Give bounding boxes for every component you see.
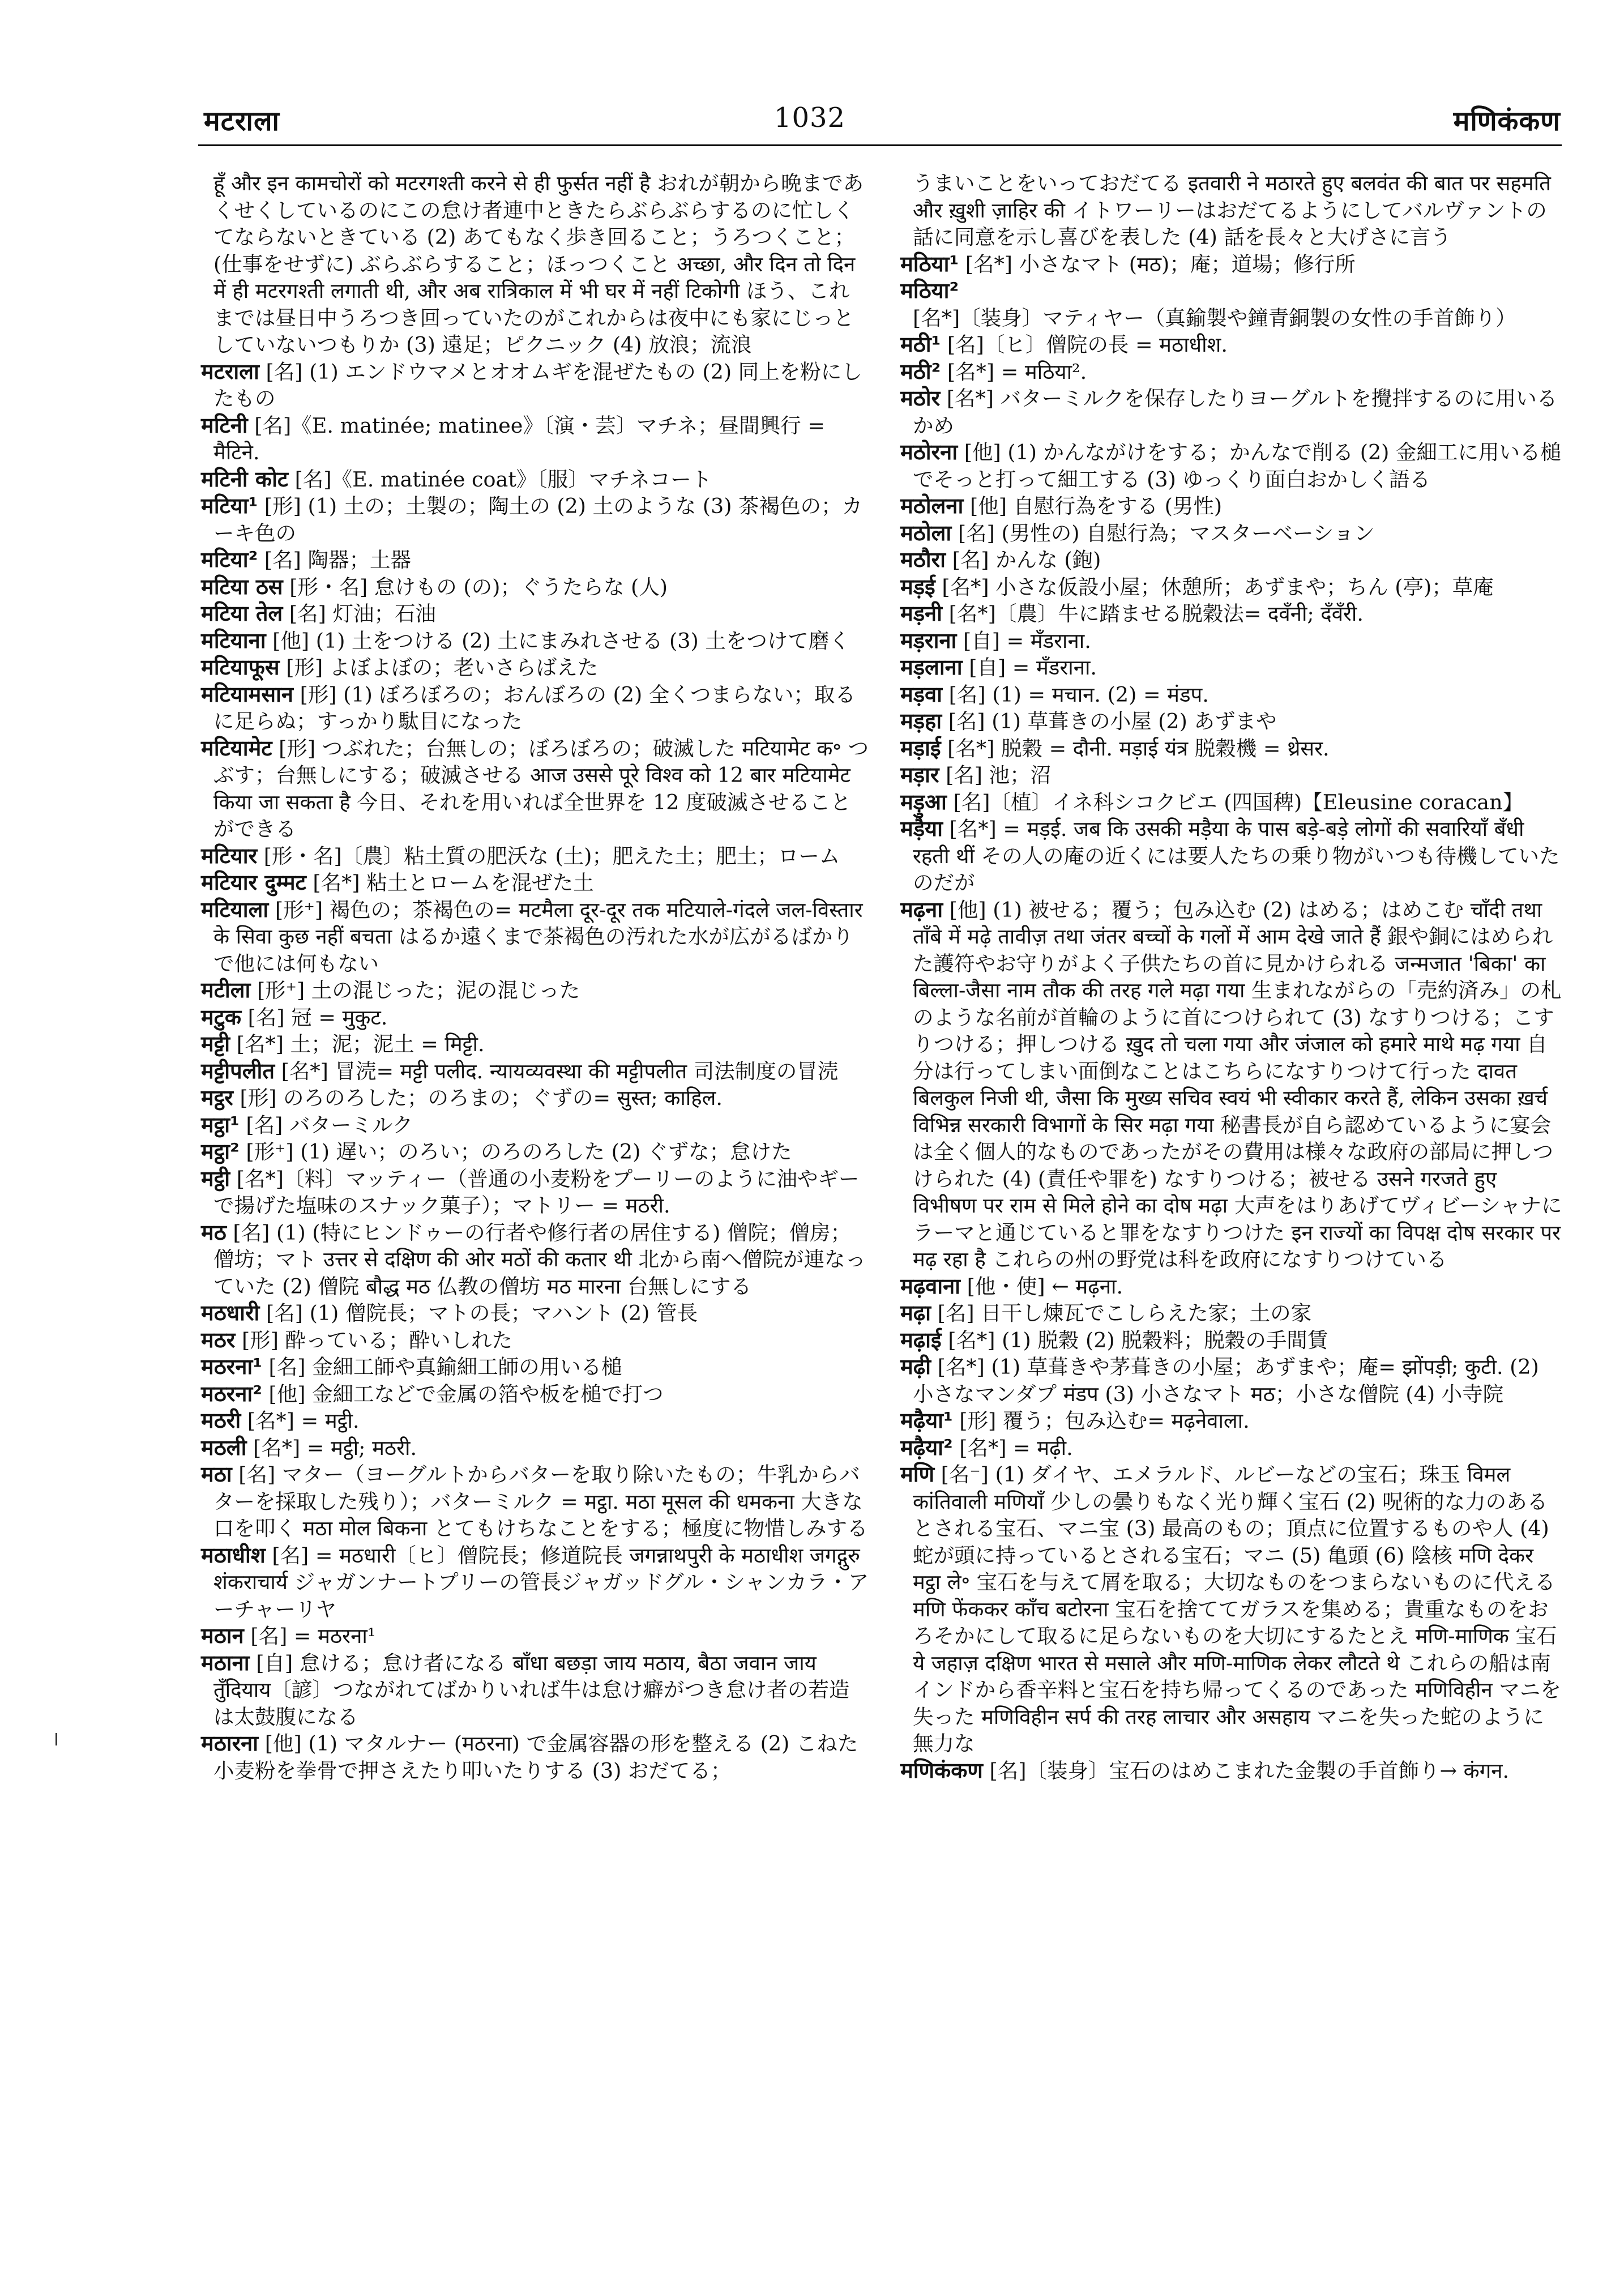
entry-definition: [自] = मँडराना. (969, 655, 1097, 680)
entry-definition: [形・名] 怠けもの (の)；ぐうたらな (人) (289, 574, 668, 599)
entry-headword: मड़ई (900, 574, 935, 599)
entry-definition: [形] つぶれた；台無しの；ぼろぼろの；破滅した मटियामेट क॰ つぶす；台無しにする；破滅させる आज उससे पूरे विश्व को 12 बार मटियामेट किया जा सकता है 今日、それを用いれば全世界を 12 度破滅させることができる (213, 736, 869, 841)
entry-definition: [名] 陶器；土器 (264, 548, 411, 572)
entry-headword: मड़ार (900, 762, 939, 787)
entry-headword: मटिनी (201, 412, 248, 438)
entry-definition: [形⁺] 土の混じった；泥の混じった (257, 978, 580, 1002)
entry-definition: [名]〔植〕イネ科シコクビエ (四国稗)【Eleusine coracan】 (953, 789, 1524, 814)
entry-definition: [他] (1) マタルナー (मठरना) で金属容器の形を整える (2) こねた小麦粉を拳骨で押さえたり叩いたりする (3) おだてる； (213, 1731, 858, 1783)
entry-definition: [名] = मठधारी〔ヒ〕僧院長；修道院長 जगन्नाथपुरी के मठाधीश जगद्गुरु शंकराचार्य ジャガンナートプリーの管長ジャガッドグル・シャンカラ・アーチャーリヤ (213, 1543, 869, 1621)
entry-headword: मड़ैया (900, 816, 943, 841)
dictionary-entry (900, 762, 1564, 789)
entry-headword: मट्ठा¹ (201, 1112, 240, 1137)
dictionary-entry (900, 1435, 1564, 1462)
entry-headword: मटिनी कोट (201, 466, 289, 492)
right-column (900, 170, 1564, 1784)
dictionary-entry (900, 385, 1564, 439)
entry-definition: [名] = मठरना¹ (250, 1624, 376, 1648)
header-rule (198, 144, 1562, 146)
dictionary-entry (201, 1085, 869, 1112)
entry-headword: मठर (201, 1327, 236, 1352)
entry-headword: मठरी (201, 1408, 241, 1433)
entry-headword: मठोलना (900, 493, 964, 518)
dictionary-entry (900, 358, 1564, 386)
margin-mark (55, 1733, 57, 1745)
entry-definition: [名*] = मट्ठी. (247, 1409, 360, 1433)
running-head-left: मटराला (204, 105, 280, 137)
entry-definition: [形] よぼよぼの；老いさらばえた (286, 655, 599, 680)
entry-definition: [名] (1) 草葺きの小屋 (2) あずまや (948, 709, 1277, 733)
entry-definition: [他] (1) かんながけをする；かんなで削る (2) 金細工に用いる槌でそっと打って細工する (3) ゆっくり面白おかしく語る (913, 440, 1562, 492)
entry-definition: [他・使] ← मढ़ना. (967, 1274, 1123, 1299)
dictionary-entry (201, 628, 869, 655)
entry-headword: मटिया ठस (201, 574, 283, 599)
dictionary-entry (900, 520, 1564, 547)
dictionary-entry (201, 170, 869, 358)
dictionary-entry (201, 600, 869, 628)
entry-headword: मठ (201, 1219, 226, 1245)
dictionary-entry (201, 1623, 869, 1650)
dictionary-entry (201, 1354, 869, 1381)
dictionary-entry (201, 1461, 869, 1542)
entry-definition: [形・名]〔農〕粘土質の肥沃な (土)；肥えた土；肥土；ローム (263, 843, 840, 868)
entry-definition: [名] 池；沼 (946, 763, 1052, 787)
entry-definition: [自] 怠ける；怠け者になる बाँधा बछड़ा जाय मठाय, बैठा जवान जाय तुँदियाय〔諺〕つながれてばかりいれば牛は怠け癖がつき怠け者の若造は太鼓腹になる (213, 1650, 850, 1729)
entry-definition: [名]〔装身〕宝石のはめこまれた金製の手首飾り→ कंगन. (989, 1758, 1510, 1783)
dictionary-entry (201, 547, 869, 574)
entry-headword: मड़नी (900, 601, 942, 626)
entry-headword: मट्ठी (201, 1166, 230, 1191)
entry-definition: [形] のろのろした；のろまの；ぐずの= सुस्त; काहिल. (240, 1086, 723, 1110)
entry-definition: [他] (1) 土をつける (2) 土にまみれさせる (3) 土をつけて磨く (272, 628, 850, 653)
entry-definition: [名*] バターミルクを保存したりヨーグルトを攪拌するのに用いるかめ (913, 386, 1558, 438)
entry-definition: [形⁺] (1) 遅い；のろい；のろのろした (2) ぐずな；怠けた (246, 1139, 792, 1164)
entry-headword: मठौरा (900, 547, 946, 572)
entry-headword: मड़वा (900, 681, 943, 707)
dictionary-entry (201, 1166, 869, 1219)
dictionary-entry (900, 681, 1564, 708)
entry-headword: मढ़ाई (900, 1327, 942, 1352)
entry-headword: मटराला (201, 358, 259, 384)
dictionary-entry (201, 1031, 869, 1058)
entry-headword: मठिया¹ (900, 251, 959, 276)
dictionary-entry (201, 735, 869, 843)
dictionary-entry (900, 278, 1564, 331)
entry-headword: मटियामेट (201, 735, 272, 761)
entry-definition: हूँ और इन कामचोरों को मटरगश्ती करने से ही फुर्सत नहीं है おれが朝から晩まであくせくしているのにこの怠け者連中ときたらぶらぶらするのに忙しくてならないときている (2) あてもなく歩き回ること；うろつくこと；(仕事をせずに) ぶらぶらすること；ほっつくこと अच्छा, और दिन तो दिन में ही मटरगश्ती लगाती थी, और अब रात्रिकाल में भी घर में नहीं टिकोगी ほう、これまでは昼日中うろつき回っていたのがこれからは夜中にも家にじっとしていないつもりか (3) 遠足；ピクニック (4) 放浪；流浪 (213, 171, 864, 357)
entry-definition: [形] 覆う；包み込む= मढ़नेवाला. (959, 1409, 1250, 1433)
entry-definition: [名*] = मढ़ी. (959, 1435, 1073, 1460)
entry-headword: मठान (201, 1623, 244, 1648)
dictionary-entry (201, 1112, 869, 1139)
entry-headword: मठधारी (201, 1300, 260, 1325)
entry-headword: मठा (201, 1462, 232, 1487)
entry-headword: मटियाफूस (201, 655, 280, 680)
entry-headword: मड़ाई (900, 735, 941, 761)
entry-headword: मटियाला (201, 897, 269, 922)
entry-headword: मड़राना (900, 628, 957, 653)
entry-headword: मठी¹ (900, 332, 941, 357)
dictionary-entry (900, 708, 1564, 735)
dictionary-entry (900, 1327, 1564, 1354)
entry-headword: मढ़वाना (900, 1273, 961, 1299)
entry-definition: [名*] = मड़ई. जब कि उसकी मड़ैया के पास बड़े-बड़े लोगों की सवारियाँ बँधी रहती थीं その人の庵の近くには要人たちの乗り物がいつも待機していたのだが (913, 817, 1560, 895)
left-column (201, 170, 869, 1784)
entry-headword: मठली (201, 1435, 247, 1460)
entry-headword: मटिया¹ (201, 493, 258, 518)
dictionary-entry (900, 547, 1564, 574)
dictionary-entry (201, 843, 869, 870)
entry-headword: मढ़ैया¹ (900, 1408, 953, 1433)
dictionary-entry (201, 493, 869, 547)
dictionary-entry (201, 654, 869, 681)
entry-headword: मटियामसान (201, 681, 293, 707)
entry-definition: [名]《E. matinée; matinee》〔演・芸〕マチネ；昼間興行 = मैटिने. (213, 413, 825, 464)
entry-definition: [名*] 粘土とロームを混ぜた土 (313, 870, 594, 895)
entry-headword: मठरना² (201, 1381, 262, 1406)
entry-definition: [名*] 小さなマト (मठ)；庵；道場；修行所 (965, 251, 1356, 276)
dictionary-entry (201, 681, 869, 735)
entry-headword: मठी² (900, 358, 941, 384)
entry-definition: [名] 冠 = मुकुट. (247, 1005, 388, 1030)
entry-definition: [自] = मँडराना. (963, 628, 1091, 653)
entry-headword: मठाना (201, 1650, 250, 1675)
entry-definition: [名] バターミルク (246, 1112, 413, 1137)
dictionary-entry (201, 1381, 869, 1408)
entry-definition: [名] 日干し煉瓦でこしらえた家；土の家 (937, 1301, 1312, 1325)
dictionary-entry (900, 493, 1564, 520)
entry-headword: मटुक (201, 1004, 242, 1030)
dictionary-entry (201, 1650, 869, 1731)
entry-definition: [形] (1) ぼろぼろの；おんぼろの (2) 全くつまらない；取るに足らぬ；すっかり駄目になった (213, 682, 856, 733)
entry-headword: मटियाना (201, 628, 266, 653)
dictionary-entry (900, 735, 1564, 762)
dictionary-entry (201, 412, 869, 466)
entry-definition: うまいことをいっておだてる इतवारी ने मठारते हुए बलवंत की बात पर सहमति और ख़ुशी ज़ाहिर की イトワーリーはおだてるようにしてバルヴァントの話に同意を示し喜びを表した (4) 話を長々と大げさに言う (913, 171, 1551, 249)
entry-definition: [名*] 小さな仮設小屋；休憩所；あずまや；ちん (亭)；草庵 (942, 574, 1494, 599)
entry-definition: [名*]〔料〕マッティー（普通の小麦粉をプーリーのように油やギーで揚げた塩味のスナック菓子）；マトリー = मठरी. (213, 1166, 860, 1218)
dictionary-entry (201, 1542, 869, 1623)
entry-headword: मठिया² (900, 278, 959, 303)
entry-definition: [名] (1) エンドウマメとオオムギを混ぜたもの (2) 同上を粉にしたもの (213, 359, 862, 411)
dictionary-entry (900, 439, 1564, 493)
entry-definition: [名] マター（ヨーグルトからバターを取り除いたもの；牛乳からバターを採取した残り）；バターミルク = मट्ठा. मठा मूसल की धमकना 大きな口を叩く मठा मोल बिकना とてもけちなことをする；極度に物惜しみする (213, 1462, 868, 1540)
dictionary-entry (201, 574, 869, 601)
dictionary-entry (900, 1300, 1564, 1327)
entry-headword: मट्ठा² (201, 1139, 240, 1164)
entry-definition: [名*] = मठिया². (947, 359, 1087, 384)
entry-definition: [名] 灯油；石油 (289, 601, 436, 626)
dictionary-entry (900, 1273, 1564, 1300)
entry-headword: मढ़ैया² (900, 1435, 953, 1460)
entry-definition: [他] (1) 被せる；覆う；包み込む (2) はめる；はめこむ चाँदी तथा ताँबे में मढ़े तावीज़ तथा जंतर बच्चों के गलों में आम देखे जाते हैं 銀や銅にはめられた護符やお守りがよく子供たちの首に見かけられる जन्मजात 'बिका' का बिल्ला-जैसा नाम तौक की तरह गले मढ़ा गया 生まれながらの「売約済み」の札のような名前が首輪のように首につけられて (3) なすりつける；こすりつける；押しつける ख़ुद तो चला गया और जंजाल को हमारे माथे मढ़ गया 自分は行ってしまい面倒なことはこちらになすりつけて行った दावत बिलकुल निजी थी, जैसा कि मुख्य सचिव स्वयं भी स्वीकार करते हैं, लेकिन उसका ख़र्च विभिन्न सरकारी विभागों के सिर मढ़ा गया 秘書長が自ら認めているように宴会は全く個人的なものであったがその費用は様々な政府の部局に押しつけられた (4) (責任や罪を) なすりつける；被せる उसने गरजते हुए विभीषण पर राम से मिले होने का दोष मढ़ा 大声をはりあげてヴィビーシャナにラーマと通じていると罪をなすりつけた इन राज्यों का विपक्ष दोष सरकार पर मढ़ रहा है これらの州の野党は科を政府になすりつけている (913, 897, 1562, 1271)
dictionary-entry (900, 600, 1564, 628)
dictionary-entry (900, 1354, 1564, 1407)
entry-definition: [名] (男性の) 自慰行為；マスターベーション (958, 520, 1375, 545)
dictionary-entry (201, 1407, 869, 1435)
dictionary-entry (201, 1219, 869, 1300)
dictionary-entry (900, 816, 1564, 897)
entry-definition: [名]〔ヒ〕僧院の長 = मठाधीश. (947, 332, 1228, 357)
dictionary-entry (900, 251, 1564, 278)
dictionary-entry (201, 1058, 869, 1085)
entry-headword: मठरना¹ (201, 1354, 262, 1379)
dictionary-entry (900, 574, 1564, 601)
running-head-right: मणिकंकण (1453, 105, 1561, 137)
entry-definition: [形] 酔っている；酔いしれた (241, 1328, 513, 1352)
dictionary-entry (900, 789, 1564, 816)
dictionary-entry (201, 869, 869, 897)
dictionary-entry (201, 466, 869, 493)
entry-headword: मड़लाना (900, 655, 963, 680)
entry-headword: मठोरना (900, 439, 958, 464)
entry-headword: मठाधीश (201, 1542, 266, 1568)
dictionary-entry (201, 977, 869, 1004)
entry-headword: मठारना (201, 1731, 259, 1756)
dictionary-entry (201, 1300, 869, 1327)
entry-definition: [名] (1) (特にヒンドゥーの行者や修行者の居住する) 僧院；僧房；僧坊；マト उत्तर से दक्षिण की ओर मठों की कतार थी 北から南へ僧院が連なっていた (2) 僧院 बौद्ध मठ 仏教の僧坊 मठ मारना 台無しにする (213, 1220, 866, 1299)
dictionary-entry (900, 1461, 1564, 1757)
entry-definition: [名] かんな (鉋) (952, 548, 1101, 572)
dictionary-entry (201, 358, 869, 412)
dictionary-entry (201, 897, 869, 978)
entry-definition: [名]《E. matinée coat》〔服〕マチネコート (294, 467, 712, 492)
entry-definition: [名] (1) = मचान. (2) = मंडप. (948, 682, 1209, 707)
dictionary-entry (201, 1730, 869, 1784)
dictionary-entry (900, 897, 1564, 1273)
entry-headword: मढ़ना (900, 897, 943, 922)
entry-definition: [他] 金細工などで金属の箔や板を槌で打つ (268, 1381, 664, 1406)
entry-definition: [名*] 冒涜= मट्टी पलीद. न्यायव्यवस्था की मट्टीपलीत 司法制度の冒涜 (281, 1058, 839, 1083)
entry-headword: मटियार (201, 843, 258, 868)
entry-definition: [名*]〔装身〕マティヤー（真鍮製や鐘青銅製の女性の手首飾り） (913, 305, 1516, 330)
entry-headword: मणि (900, 1462, 935, 1487)
entry-definition: [形] (1) 土の；土製の；陶土の (2) 土のような (3) 茶褐色の；カーキ色の (213, 494, 863, 545)
dictionary-entry (201, 1004, 869, 1031)
entry-definition: [形⁺] 褐色の；茶褐色の= मटमैला दूर-दूर तक मटियाले-गंदले जल-विस्तार के सिवा कुछ नहीं बचता はるか遠くまで茶褐色の汚れた水が広がるばかりで他には何もない (213, 897, 863, 976)
entry-headword: मटीला (201, 978, 251, 1002)
dictionary-entry (201, 1138, 869, 1166)
entry-headword: मड़हा (900, 708, 942, 733)
entry-definition: [名*] 土；泥；泥土 = मिट्टी. (236, 1032, 485, 1056)
entry-definition: [名] 金細工師や真鍮細工師の用いる槌 (268, 1355, 622, 1379)
page-number: 1032 (773, 102, 846, 134)
entry-headword: मढ़ा (900, 1300, 931, 1325)
entry-headword: मणिकंकण (900, 1757, 983, 1783)
entry-definition: [名*]〔農〕牛に踏ませる脱穀法= दवँनी; दँवँरी. (948, 601, 1364, 626)
entry-definition: [名*] (1) 草葺きや茅葺きの小屋；あずまや；庵= झोंपड़ी; कुटी. (2) 小さなマンダプ मंडप (3) 小さなマト मठ；小さな僧院 (4) 小寺院 (913, 1355, 1539, 1406)
entry-headword: मटियार दुम्मट (201, 870, 306, 895)
dictionary-entry (900, 628, 1564, 655)
dictionary-entry (201, 1435, 869, 1462)
entry-definition: [名*] 脱穀 = दौनी. मड़ाई यंत्र 脱穀機 = थ्रेसर. (947, 736, 1330, 761)
entry-definition: [名*] = मट्ठी; मठरी. (253, 1435, 417, 1460)
entry-headword: मठोला (900, 520, 952, 545)
entry-definition: [名*] (1) 脱穀 (2) 脱穀料；脱穀の手間賃 (948, 1328, 1328, 1352)
entry-headword: मट्टीपलीत (201, 1058, 275, 1083)
entry-headword: मट्टी (201, 1031, 230, 1056)
dictionary-entry (900, 1757, 1564, 1785)
dictionary-entry (900, 1407, 1564, 1435)
entry-definition: [他] 自慰行為をする (男性) (969, 494, 1223, 518)
entry-headword: मड़ुआ (900, 789, 947, 814)
entry-headword: मठोर (900, 386, 941, 411)
entry-definition: [名⁻] (1) ダイヤ、エメラルド、ルビーなどの宝石；珠玉 विमल कांतिवाली मणियाँ 少しの曇りもなく光り輝く宝石 (2) 呪術的な力のあるとされる宝石、マニ宝 (3) 最高のもの；頂点に位置するものや人 (4) 蛇が頭に持っているとされる宝石；マニ (5) 亀頭 (6) 陰核 मणि देकर मट्ठा ले॰ 宝石を与えて屑を取る；大切なものをつまらないものに代える मणि फेंककर काँच बटोरना 宝石を捨ててガラスを集める；貴重なものをおろそかにして取るに足らないものを大切にするたとえ मणि-माणिक 宝石 ये जहाज़ दक्षिण भारत से मसाले और मणि-माणिक लेकर लौटते थे これらの船は南インドから香辛料と宝石を持ち帰ってくるのであった मणिविहीन マニを失った मणिविहीन सर्प की तरह लाचार और असहाय マニを失った蛇のように無力な (913, 1462, 1561, 1756)
entry-headword: मटिया तेल (201, 601, 283, 626)
dictionary-entry (900, 654, 1564, 681)
dictionary-entry (201, 1327, 869, 1354)
dictionary-entry (900, 331, 1564, 358)
entry-headword: मट्ठर (201, 1085, 233, 1110)
entry-headword: मढ़ी (900, 1354, 931, 1379)
dictionary-entry (900, 170, 1564, 251)
entry-definition: [名] (1) 僧院長；マトの長；マハント (2) 管長 (266, 1301, 698, 1325)
entry-headword: मटिया² (201, 547, 258, 572)
